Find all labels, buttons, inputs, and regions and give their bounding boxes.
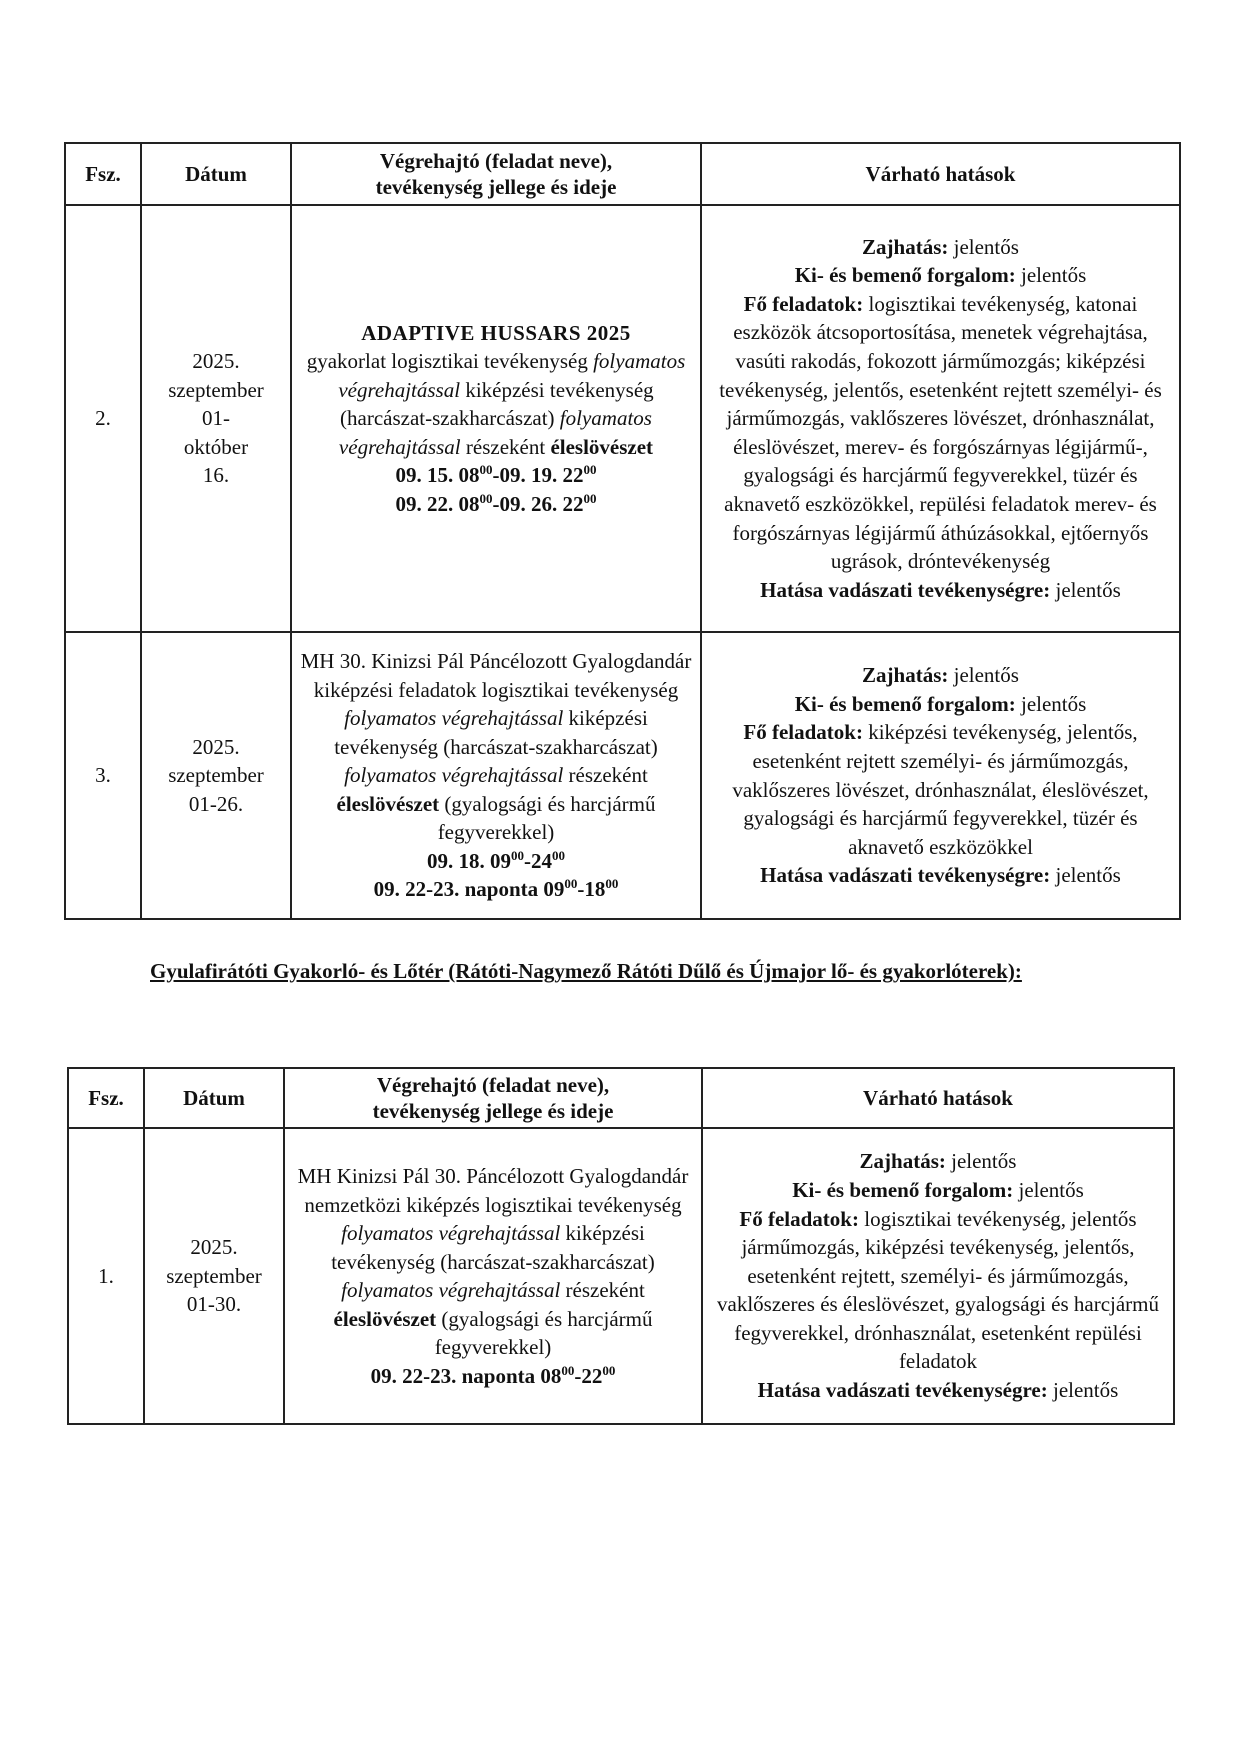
effect-traffic: Ki- és bemenő forgalom: jelentős [794, 691, 1087, 716]
date-cell [141, 205, 291, 632]
time-line: 09. 22-23. naponta $08^{00}-22^{00}$ [370, 1362, 616, 1388]
task-description: gyakorlat logisztikai tevékenység folyamatos végrehajtással kiképzési tevékenység (harcászat-szakharcászat) folyamatos végrehajtással részeként éleslövészet [306, 349, 686, 459]
table-header-row [65, 143, 1180, 205]
task-description: MH 30. Kinizsi Pál Páncélozott Gyalogdandár kiképzési feladatok logisztikai tevékenység folyamatos végrehajtással kiképzési tevékenység (harcászat-szakharcászat) folyamatos végrehajtással részeként éleslövészet (gyalogsági és harcjármű fegyverekkel) [300, 649, 692, 845]
date-line: 2025. [192, 734, 240, 759]
effect-hunting: Hatása vadászati tevékenységre: jelentős [760, 577, 1121, 602]
date-line: 2025. [190, 1235, 238, 1260]
effect-noise: Zajhatás: jelentős [862, 234, 1019, 259]
task-cell [291, 632, 701, 919]
effects-cell [701, 205, 1180, 632]
task-cell [291, 205, 701, 632]
effect-main-tasks: Fő feladatok: kiképzési tevékenység, jelentős, esetenként rejtett személyi- és járműmozgás, vaklőszeres lövészet, drónhasználat, éleslövészet, gyalogsági és harcjármű fegyverekkel, tüzér és aknavető eszközökkel [732, 720, 1149, 859]
effect-noise: Zajhatás: jelentős [859, 1149, 1017, 1174]
effect-hunting: Hatása vadászati tevékenységre: jelentős [757, 1378, 1119, 1403]
date-cell [141, 632, 291, 919]
task-description: MH Kinizsi Pál 30. Páncélozott Gyalogdandár nemzetközi kiképzés logisztikai tevékenység folyamatos végrehajtással kiképzési tevékenység (harcászat-szakharcászat) folyamatos végrehajtással részeként éleslövészet (gyalogsági és harcjármű fegyverekkel) [297, 1164, 689, 1359]
header-vegrehajto-line1: Végrehajtó (feladat neve), [379, 149, 613, 173]
header-vegrehajto-line2: tevékenység jellege és ideje [375, 175, 617, 199]
row-number: 3. [65, 632, 141, 919]
effect-main-tasks: Fő feladatok: logisztikai tevékenység, katonai eszközök átcsoportosítása, menetek végrehajtása, vasúti rakodás, fokozott járműmozgás; kiképzési tevékenység, jelentős, esetenként rejtett személyi- és járműmozgás, vaklőszeres lövészet, drónhasználat, éleslövészet, merev- és forgószárnyas légijármű-, gyalogsági és harcjármű fegyverekkel, tüzér és aknavető eszközökkel, repülési feladatok merev- és forgószárnyas légijármű áthúzásokkal, ejtőernyős ugrások, dróntevékenység [719, 291, 1162, 574]
date-line: 01-30. [186, 1292, 242, 1317]
section-heading: Gyulafirátóti Gyakorló- és Lőtér (Rátóti-Nagymező Rátóti Dűlő és Újmajor lő- és gyakorlóterek): [150, 959, 1022, 983]
header-vegrehajto [284, 1068, 702, 1128]
row-number: 2. [65, 205, 141, 632]
header-datum: Dátum [144, 1068, 284, 1128]
header-hatasok: Várható hatások [701, 143, 1180, 205]
header-hatasok: Várható hatások [702, 1068, 1174, 1128]
effect-noise: Zajhatás: jelentős [862, 663, 1019, 688]
header-vegrehajto-line1: Végrehajtó (feladat neve), [376, 1073, 610, 1097]
table-row [65, 205, 1180, 632]
exercise-title: ADAPTIVE HUSSARS 2025 [361, 320, 631, 345]
date-line: 01-26. [188, 791, 244, 816]
date-line: 01- [202, 406, 230, 431]
table-row [65, 632, 1180, 919]
time-line: 09. 22. $08^{00}-09$. 26. $22^{00}$ [395, 490, 597, 516]
effect-traffic: Ki- és bemenő forgalom: jelentős [794, 263, 1087, 288]
schedule-table-2 [67, 1067, 1175, 1425]
effect-traffic: Ki- és bemenő forgalom: jelentős [792, 1177, 1084, 1202]
effect-main-tasks: Fő feladatok: logisztikai tevékenység, jelentős járműmozgás, kiképzési tevékenység, jelentős, esetenként rejtett, személyi- és járműmozgás, vaklőszeres és éleslövészet, gyalogsági és harcjármű fegyverekkel, drónhasználat, esetenként repülési feladatok [717, 1206, 1159, 1374]
row-number: 1. [68, 1128, 144, 1424]
time-line: 09. 18. $09^{00}-24^{00}$ [427, 847, 565, 873]
header-vegrehajto [291, 143, 701, 205]
time-line: 09. 15. $08^{00}-09$. 19. $22^{00}$ [395, 462, 597, 488]
header-datum: Dátum [141, 143, 291, 205]
effect-hunting: Hatása vadászati tevékenységre: jelentős [760, 863, 1121, 888]
date-line: 2025. [192, 349, 240, 374]
date-line: szeptember [166, 1263, 262, 1288]
table-header-row [68, 1068, 1174, 1128]
effects-cell [701, 632, 1180, 919]
date-line: 16. [202, 463, 230, 488]
header-fsz: Fsz. [68, 1068, 144, 1128]
date-line: szeptember [168, 763, 264, 788]
schedule-table-1 [64, 142, 1181, 920]
table-row [68, 1128, 1174, 1424]
time-line: 09. 22-23. naponta $09^{00}-18^{00}$ [373, 876, 619, 902]
header-vegrehajto-line2: tevékenység jellege és ideje [372, 1099, 614, 1123]
date-cell [144, 1128, 284, 1424]
date-line: október [183, 434, 249, 459]
effects-cell [702, 1128, 1174, 1424]
header-fsz: Fsz. [65, 143, 141, 205]
task-cell [284, 1128, 702, 1424]
date-line: szeptember [168, 377, 264, 402]
